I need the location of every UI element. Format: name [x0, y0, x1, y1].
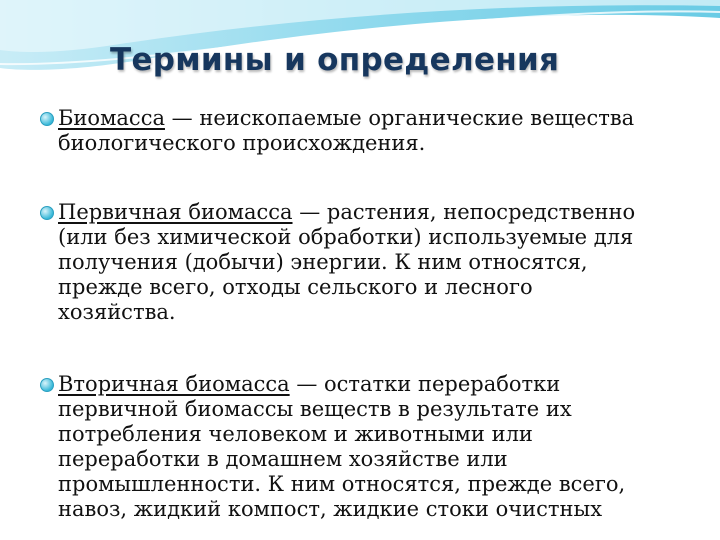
bullet-icon [40, 112, 54, 126]
definition-line: промышленности. К ним относятся, прежде всего, [58, 472, 626, 496]
definition-line: навоз, жидкий компост, жидкие стоки очистных [58, 497, 603, 521]
term-label: Первичная биомасса [58, 200, 293, 224]
term-label: Биомасса [58, 106, 165, 130]
definition-line: (или без химической обработки) используемые для [58, 225, 634, 249]
definition-line: — остатки переработки [296, 372, 561, 396]
bullet-icon [40, 206, 54, 220]
definition-item [40, 200, 720, 325]
term-label: Вторичная биомасса [58, 372, 290, 396]
bullet-icon [40, 378, 54, 392]
definition-line: биологического происхождения. [58, 131, 426, 155]
definition-line: — неископаемые органические вещества [171, 106, 635, 130]
definition-line: получения (добычи) энергии. К ним относятся, [58, 250, 588, 274]
page-title: Термины и определения [110, 42, 560, 78]
definition-line: прежде всего, отходы сельского и лесного [58, 275, 533, 299]
definition-item [40, 372, 720, 522]
definition-line: первичной биомассы веществ в результате их [58, 397, 572, 421]
definition-line: потребления человеком и животными или [58, 422, 533, 446]
definition-item [40, 106, 720, 156]
definition-line: — растения, непосредственно [299, 200, 636, 224]
definition-line: хозяйства. [58, 300, 176, 324]
definition-line: переработки в домашнем хозяйстве или [58, 447, 508, 471]
